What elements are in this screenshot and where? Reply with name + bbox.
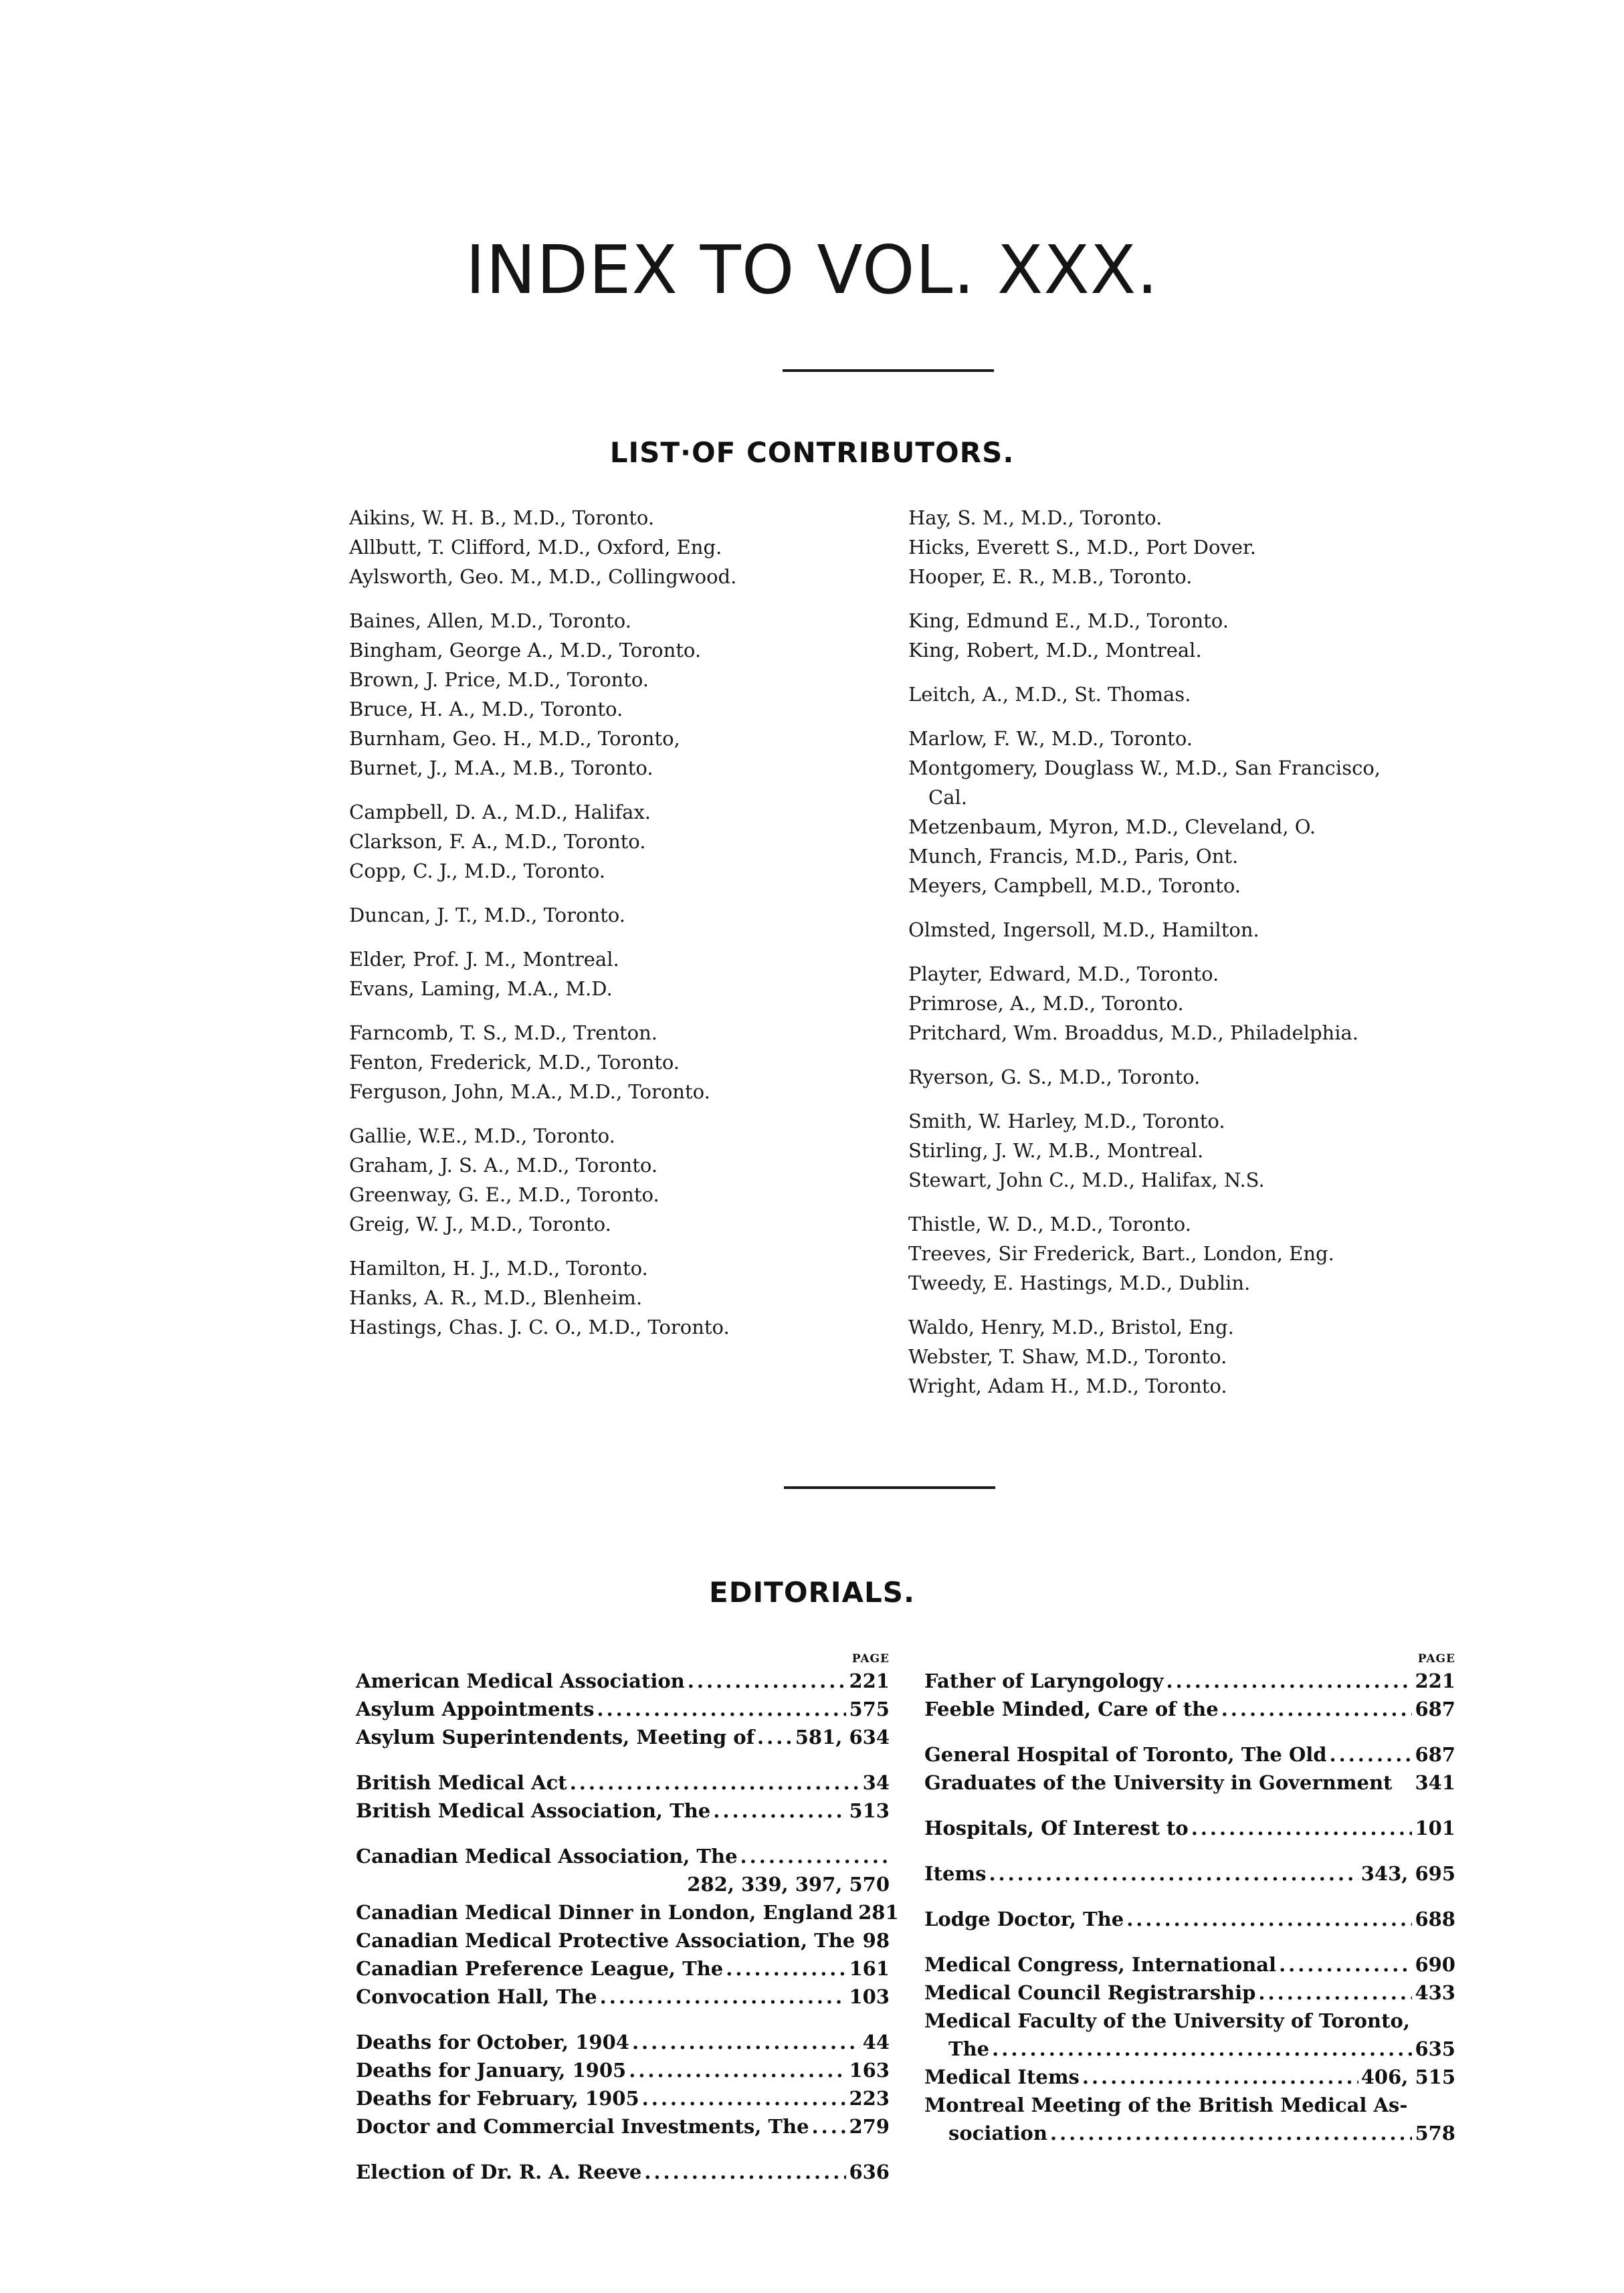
editorial-title: General Hospital of Toronto, The Old: [924, 1743, 1327, 1766]
editorial-title: Election of Dr. R. A. Reeve: [356, 2161, 642, 2183]
editorial-group: [924, 1951, 1455, 2147]
editorial-entry: [356, 1695, 890, 1723]
dot-leader: [688, 1667, 847, 1695]
editorial-group: [356, 1842, 899, 2011]
dot-leader: [1221, 1695, 1413, 1723]
contributor-group: [349, 797, 736, 886]
editorial-page: 282, 339, 397, 570: [687, 1873, 890, 1896]
contributor-group: [908, 724, 1381, 900]
dot-leader: [713, 1797, 846, 1825]
dot-leader: [1279, 1951, 1412, 1979]
editorial-entry: [924, 1667, 1455, 1695]
contributor-group: [908, 915, 1381, 944]
editorial-entry: [356, 1723, 890, 1751]
editorial-group: [924, 1814, 1455, 1842]
editorial-page: 636: [849, 2161, 890, 2183]
dot-leader: [1191, 1814, 1413, 1842]
dot-leader: [1166, 1667, 1413, 1695]
contributor-entry: Waldo, Henry, M.D., Bristol, Eng.: [908, 1316, 1234, 1338]
editorial-title: Items: [924, 1862, 987, 1885]
dot-leader: [757, 1723, 793, 1751]
editorial-title: Lodge Doctor, The: [924, 1908, 1124, 1930]
dot-leader: [1126, 1905, 1412, 1933]
editorial-title: Canadian Medical Protective Association, The: [356, 1929, 855, 1952]
editorial-title: Deaths for January, 1905: [356, 2059, 627, 2082]
editorial-entry: [924, 1740, 1455, 1769]
editorial-page: 279: [849, 2115, 890, 2138]
editorial-title: British Medical Association, The: [356, 1799, 711, 1822]
contributor-entry: Metzenbaum, Myron, M.D., Cleveland, O.: [908, 815, 1316, 838]
editorial-title: Medical Council Registrarship: [924, 1981, 1256, 2004]
editorial-entry: [924, 2119, 1455, 2147]
editorial-page: 687: [1415, 1698, 1455, 1720]
editorial-group: [924, 1667, 1455, 1723]
contributor-entry: King, Edmund E., M.D., Toronto.: [908, 609, 1229, 632]
contributor-entry: King, Robert, M.D., Montreal.: [908, 639, 1202, 662]
contributor-entry: Burnet, J., M.A., M.B., Toronto.: [349, 757, 653, 779]
contributor-entry: Farncomb, T. S., M.D., Trenton.: [349, 1021, 658, 1044]
contributor-entry: Fenton, Frederick, M.D., Toronto.: [349, 1051, 680, 1074]
editorials-right-column: [924, 1651, 1455, 2165]
editorial-group: [356, 2028, 890, 2140]
editorial-title: Hospitals, Of Interest to: [924, 1817, 1189, 1839]
editorial-group: [356, 1769, 890, 1825]
dot-leader: [644, 2158, 846, 2186]
editorial-entry: [924, 1905, 1455, 1933]
editorial-page: 513: [849, 1799, 890, 1822]
editorial-title: Medical Congress, International: [924, 1953, 1277, 1976]
editorials-left-column: [356, 1651, 899, 2203]
editorial-entry: [356, 1797, 890, 1825]
editorial-entry: [356, 1983, 890, 2011]
dot-leader: [1082, 2063, 1358, 2091]
contributor-entry: Cal.: [928, 786, 967, 809]
contributor-group: [349, 900, 736, 930]
contributor-entry: Hamilton, H. J., M.D., Toronto.: [349, 1257, 648, 1280]
dot-leader: [726, 1955, 846, 1983]
editorial-title: Feeble Minded, Care of the: [924, 1698, 1219, 1720]
contributor-entry: Duncan, J. T., M.D., Toronto.: [349, 904, 625, 926]
editorial-page: 688: [1415, 1908, 1455, 1930]
editorial-group: [356, 2158, 890, 2186]
contributor-entry: Aikins, W. H. B., M.D., Toronto.: [349, 506, 655, 529]
editorial-page: 103: [849, 1985, 890, 2008]
editorial-title: British Medical Act: [356, 1771, 567, 1794]
contributor-group: [349, 606, 736, 783]
editorial-entry: [924, 2007, 1455, 2035]
editorial-page: 98: [862, 1929, 890, 1952]
editorial-title: Montreal Meeting of the British Medical As-: [924, 2094, 1408, 2116]
dot-leader: [812, 2112, 847, 2140]
contributors-left-column: [349, 503, 736, 1357]
title-rule: [783, 369, 994, 372]
editorial-page: 690: [1415, 1953, 1455, 1976]
editorial-entry: [356, 2028, 890, 2056]
editorial-entry: [356, 1955, 890, 1983]
contributor-entry: Hay, S. M., M.D., Toronto.: [908, 506, 1162, 529]
editorial-page: 687: [1415, 1743, 1455, 1766]
contributor-entry: Munch, Francis, M.D., Paris, Ont.: [908, 845, 1239, 868]
contributor-entry: Gallie, W.E., M.D., Toronto.: [349, 1124, 615, 1147]
editorial-entry: [924, 1695, 1455, 1723]
dot-leader: [600, 1983, 847, 2011]
contributor-entry: Bingham, George A., M.D., Toronto.: [349, 639, 702, 662]
editorial-title: Father of Laryngology: [924, 1670, 1164, 1692]
editorial-entry: [924, 1951, 1455, 1979]
editorial-page: 163: [849, 2059, 890, 2082]
contributor-entry: Montgomery, Douglass W., M.D., San Francisco,: [908, 757, 1381, 779]
contributor-entry: Ferguson, John, M.A., M.D., Toronto.: [349, 1080, 710, 1103]
contributors-heading: LIST·OF CONTRIBUTORS.: [609, 436, 1015, 469]
dot-leader: [629, 2056, 846, 2084]
contributor-group: [908, 1209, 1381, 1298]
editorial-page: 281: [858, 1901, 899, 1924]
contributor-entry: Clarkson, F. A., M.D., Toronto.: [349, 830, 646, 853]
contributor-entry: Bruce, H. A., M.D., Toronto.: [349, 698, 623, 720]
editorial-title: The: [948, 2037, 990, 2060]
editorial-title: Doctor and Commercial Investments, The: [356, 2115, 809, 2138]
contributor-group: [908, 1312, 1381, 1401]
editorial-subpages: [356, 1870, 890, 1898]
editorial-page: 406, 515: [1360, 2066, 1455, 2088]
contributor-entry: Greenway, G. E., M.D., Toronto.: [349, 1183, 659, 1206]
contributor-entry: Stirling, J. W., M.B., Montreal.: [908, 1139, 1204, 1162]
editorial-page: 221: [1415, 1670, 1455, 1692]
contributor-entry: Evans, Laming, M.A., M.D.: [349, 977, 613, 1000]
editorial-group: [924, 1740, 1455, 1797]
contributor-entry: Allbutt, T. Clifford, M.D., Oxford, Eng.: [349, 536, 722, 559]
editorial-group: [924, 1905, 1455, 1933]
editorial-title: Canadian Medical Association, The: [356, 1845, 738, 1868]
dot-leader: [1258, 1979, 1412, 2007]
contributor-group: [908, 606, 1381, 665]
contributor-entry: Baines, Allen, M.D., Toronto.: [349, 609, 631, 632]
contributor-group: [908, 680, 1381, 709]
contributor-entry: Copp, C. J., M.D., Toronto.: [349, 860, 605, 882]
contributor-entry: Burnham, Geo. H., M.D., Toronto,: [349, 727, 680, 750]
editorial-group: [924, 1860, 1455, 1888]
contributor-entry: Elder, Prof. J. M., Montreal.: [349, 948, 619, 971]
contributor-entry: Brown, J. Price, M.D., Toronto.: [349, 668, 649, 691]
editorial-group: [356, 1667, 890, 1751]
contributor-entry: Playter, Edward, M.D., Toronto.: [908, 963, 1219, 985]
contributor-entry: Primrose, A., M.D., Toronto.: [908, 992, 1184, 1015]
editorial-title: Convocation Hall, The: [356, 1985, 597, 2008]
editorial-page: 433: [1415, 1981, 1455, 2004]
dot-leader: [570, 1769, 860, 1797]
editorial-page: 44: [862, 2031, 890, 2054]
contributor-entry: Leitch, A., M.D., St. Thomas.: [908, 683, 1191, 706]
editorial-title: Deaths for February, 1905: [356, 2087, 639, 2110]
contributor-entry: Treeves, Sir Frederick, Bart., London, Eng.: [908, 1242, 1334, 1265]
editorial-entry: [356, 1667, 890, 1695]
editorial-title: American Medical Association: [356, 1670, 685, 1692]
editorial-entry: [356, 2112, 890, 2140]
editorials-heading: EDITORIALS.: [709, 1576, 915, 1609]
page-column-label: PAGE: [1417, 1652, 1455, 1666]
editorial-page: 578: [1415, 2122, 1455, 2145]
dot-leader: [1330, 1740, 1413, 1769]
contributor-group: [908, 959, 1381, 1048]
editorial-page: 581, 634: [795, 1726, 890, 1749]
dot-leader: [1050, 2119, 1412, 2147]
editorial-entry: [924, 1769, 1455, 1797]
editorial-entry: [356, 2084, 890, 2112]
editorial-page: 161: [849, 1957, 890, 1980]
contributor-entry: Marlow, F. W., M.D., Toronto.: [908, 727, 1193, 750]
contributor-entry: Webster, T. Shaw, M.D., Toronto.: [908, 1345, 1227, 1368]
contributor-entry: Thistle, W. D., M.D., Toronto.: [908, 1213, 1191, 1235]
contributor-group: [349, 944, 736, 1003]
editorial-entry: [356, 1769, 890, 1797]
contributor-group: [908, 503, 1381, 591]
editorial-entry: [356, 1898, 899, 1926]
editorial-title: Asylum Superintendents, Meeting of: [356, 1726, 755, 1749]
editorial-entry: [924, 1860, 1455, 1888]
contributor-entry: Aylsworth, Geo. M., M.D., Collingwood.: [349, 565, 737, 588]
contributor-entry: Stewart, John C., M.D., Halifax, N.S.: [908, 1169, 1265, 1191]
editorial-entry: [924, 2063, 1455, 2091]
contributor-group: [349, 503, 736, 591]
contributor-entry: Tweedy, E. Hastings, M.D., Dublin.: [908, 1272, 1251, 1294]
editorial-entry: [924, 1979, 1455, 2007]
editorial-page: 343, 695: [1360, 1862, 1455, 1885]
contributor-entry: Wright, Adam H., M.D., Toronto.: [908, 1375, 1227, 1397]
contributor-group: [349, 1121, 736, 1239]
editorial-title: Medical Items: [924, 2066, 1080, 2088]
editorial-page: 575: [849, 1698, 890, 1720]
page-title: INDEX TO VOL. XXX.: [465, 231, 1159, 309]
editorial-title: Asylum Appointments: [356, 1698, 595, 1720]
editorial-entry: [356, 2158, 890, 2186]
contributor-group: [908, 1106, 1381, 1195]
contributor-entry: Hicks, Everett S., M.D., Port Dover.: [908, 536, 1256, 559]
editorial-page: 341: [1415, 1771, 1455, 1794]
dot-leader: [642, 2084, 847, 2112]
contributor-entry: Graham, J. S. A., M.D., Toronto.: [349, 1154, 658, 1177]
section-rule: [784, 1486, 995, 1489]
contributor-entry: Pritchard, Wm. Broaddus, M.D., Philadelphia.: [908, 1021, 1359, 1044]
editorial-title: Medical Faculty of the University of Toronto,: [924, 2009, 1410, 2032]
editorial-title: Canadian Preference League, The: [356, 1957, 724, 1980]
editorial-page: 101: [1415, 1817, 1455, 1839]
contributor-group: [349, 1254, 736, 1342]
dot-leader: [597, 1695, 846, 1723]
contributor-group: [908, 1062, 1381, 1092]
contributor-entry: Meyers, Campbell, M.D., Toronto.: [908, 874, 1241, 897]
contributor-entry: Hastings, Chas. J. C. O., M.D., Toronto.: [349, 1316, 730, 1338]
dot-leader: [632, 2028, 860, 2056]
editorial-entry: [924, 2035, 1455, 2063]
editorial-title: Canadian Medical Dinner in London, England: [356, 1901, 853, 1924]
editorial-entry: [924, 2091, 1455, 2119]
editorial-title: Deaths for October, 1904: [356, 2031, 629, 2054]
editorial-entry: [356, 1842, 890, 1870]
editorial-title: sociation: [948, 2122, 1047, 2145]
contributor-entry: Ryerson, G. S., M.D., Toronto.: [908, 1066, 1201, 1088]
contributor-entry: Smith, W. Harley, M.D., Toronto.: [908, 1110, 1225, 1132]
contributors-right-column: [908, 503, 1381, 1415]
editorial-title: Graduates of the University in Government: [924, 1771, 1393, 1794]
contributor-entry: Hooper, E. R., M.B., Toronto.: [908, 565, 1193, 588]
contributor-entry: Hanks, A. R., M.D., Blenheim.: [349, 1286, 643, 1309]
dot-leader: [740, 1842, 887, 1870]
dot-leader: [989, 1860, 1358, 1888]
dot-leader: [992, 2035, 1412, 2063]
page-column-label: PAGE: [851, 1652, 890, 1666]
editorial-entry: [356, 2056, 890, 2084]
contributor-entry: Greig, W. J., M.D., Toronto.: [349, 1213, 611, 1235]
contributor-entry: Campbell, D. A., M.D., Halifax.: [349, 801, 651, 823]
contributor-group: [349, 1018, 736, 1106]
editorial-page: 635: [1415, 2037, 1455, 2060]
editorial-page: 223: [849, 2087, 890, 2110]
editorial-page: 221: [849, 1670, 890, 1692]
editorial-entry: [924, 1814, 1455, 1842]
editorial-page: 34: [862, 1771, 890, 1794]
contributor-entry: Olmsted, Ingersoll, M.D., Hamilton.: [908, 918, 1259, 941]
editorial-entry: [356, 1926, 890, 1955]
